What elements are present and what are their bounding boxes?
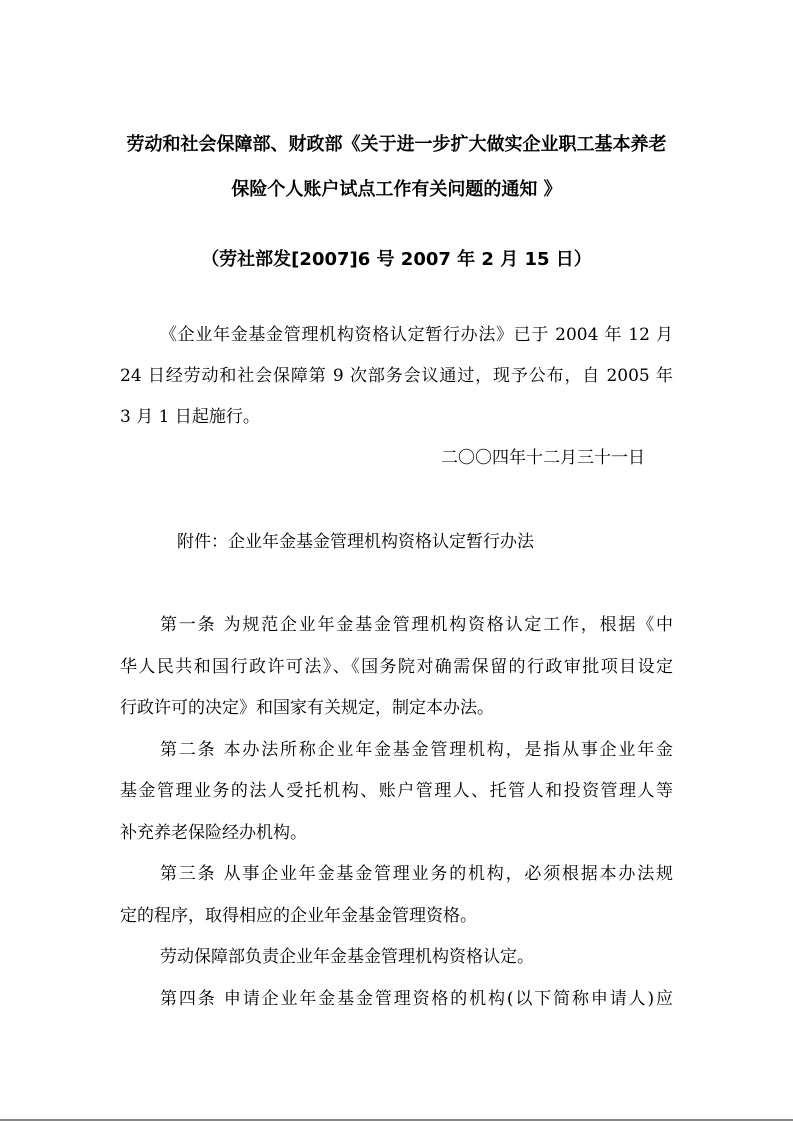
intro-line-2: 24 日经劳动和社会保障第 9 次部务会议通过，现予公布，自 2005 年 (120, 366, 673, 386)
article-3-line-2: 定的程序，取得相应的企业年金基金管理资格。 (120, 906, 477, 926)
article-1-line-1: 第一条 为规范企业年金基金管理机构资格认定工作，根据《中 (160, 615, 673, 635)
document-title-line-2: 保险个人账户试点工作有关问题的通知 》 (231, 179, 562, 200)
article-2-line-1: 第二条 本办法所称企业年金基金管理机构，是指从事企业年金 (160, 740, 673, 760)
page-bottom-rule (0, 1119, 793, 1121)
article-2-line-3: 补充养老保险经办机构。 (120, 823, 307, 843)
document-number: （劳社部发[2007]6 号 2007 年 2 月 15 日） (201, 249, 592, 270)
article-4-line-1: 第四条 申请企业年金基金管理资格的机构(以下简称申请人)应 (160, 989, 673, 1009)
issue-date: 二〇〇四年十二月三十一日 (441, 448, 645, 468)
article-1-line-2: 华人民共和国行政许可法》、《国务院对确需保留的行政审批项目设定 (120, 657, 673, 677)
attachment-label: 附件：企业年金基金管理机构资格认定暂行办法 (177, 532, 534, 552)
document-title-line-1: 劳动和社会保障部、财政部《关于进一步扩大做实企业职工基本养老 (126, 134, 667, 155)
article-3-extra: 劳动保障部负责企业年金基金管理机构资格认定。 (160, 947, 534, 967)
intro-line-3: 3 月 1 日起施行。 (120, 407, 260, 427)
article-1-line-3: 行政许可的决定》和国家有关规定，制定本办法。 (120, 698, 494, 718)
intro-line-1: 《企业年金基金管理机构资格认定暂行办法》已于 2004 年 12 月 (160, 325, 673, 345)
article-2-line-2: 基金管理业务的法人受托机构、账户管理人、托管人和投资管理人等 (120, 781, 673, 801)
article-3-line-1: 第三条 从事企业年金基金管理业务的机构，必须根据本办法规 (160, 864, 673, 884)
